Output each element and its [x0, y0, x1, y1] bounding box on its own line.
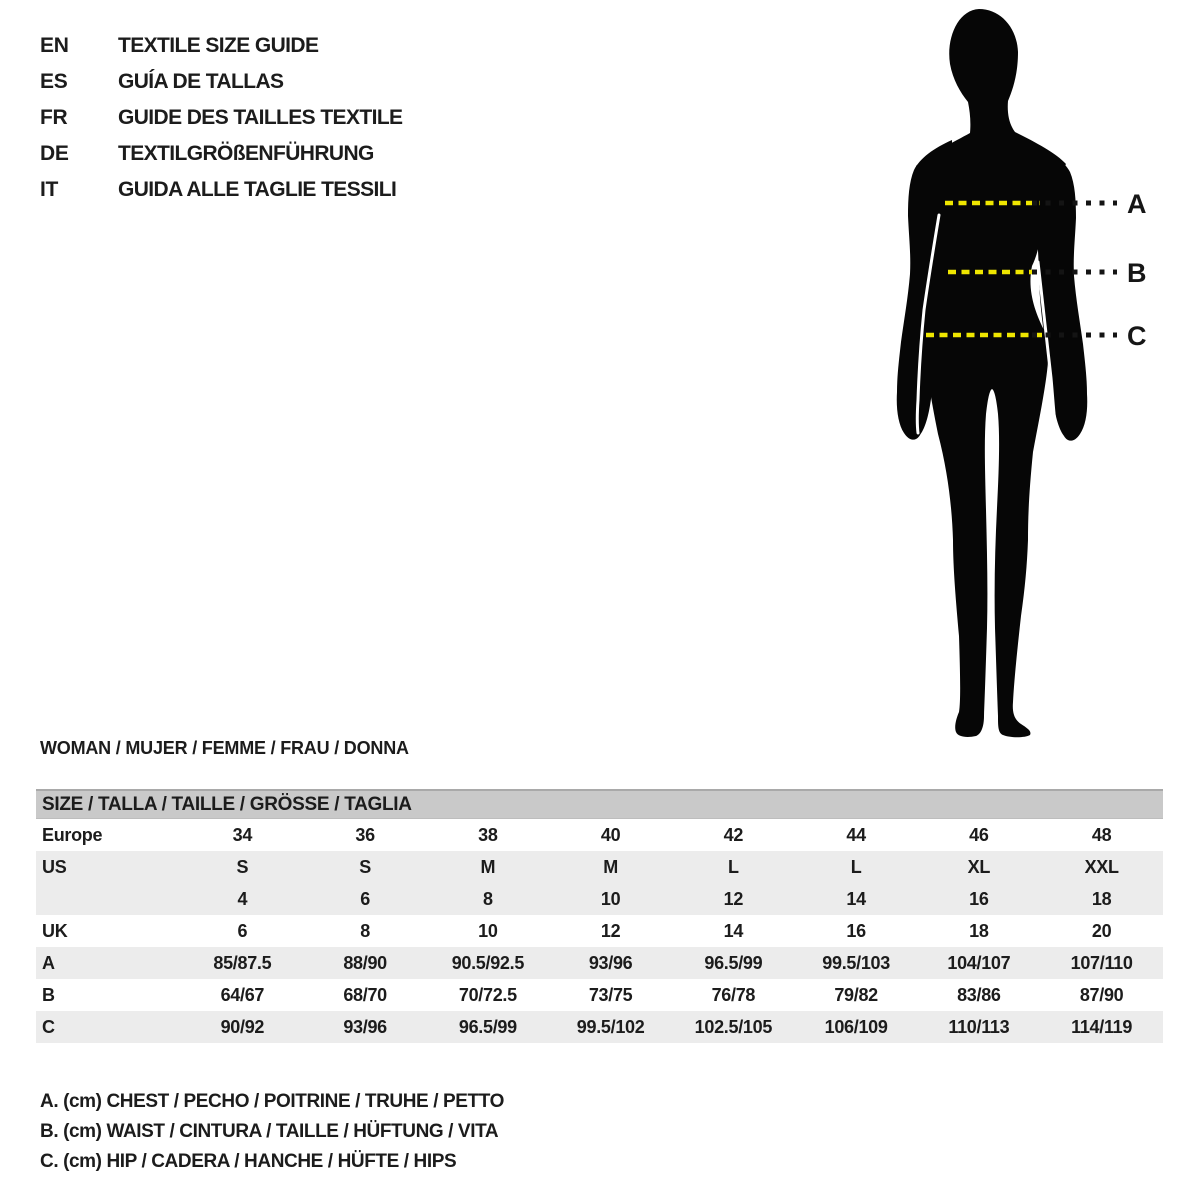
- size-cell: 64/67: [220, 984, 265, 1005]
- row-label: Europe: [42, 824, 103, 845]
- language-title: TEXTILE SIZE GUIDE: [118, 34, 319, 57]
- language-code: DE: [40, 142, 69, 165]
- table-row-us: [36, 851, 1163, 883]
- language-code: ES: [40, 70, 68, 93]
- size-cell: XXL: [1040, 851, 1163, 883]
- size-cell: 4: [181, 883, 304, 915]
- language-list: [40, 28, 402, 208]
- size-cell: 8: [427, 883, 550, 915]
- size-cell: 6: [304, 883, 427, 915]
- size-cell: 14: [795, 883, 918, 915]
- size-cell: 12: [672, 883, 795, 915]
- language-title: TEXTILGRÖßENFÜHRUNG: [118, 142, 374, 165]
- table-row-uk: [36, 915, 1163, 947]
- size-cell: 90/92: [181, 1011, 304, 1043]
- size-cell: 36: [355, 824, 375, 845]
- waist-marker-label: B: [1127, 258, 1147, 288]
- language-row-de: [40, 136, 402, 172]
- size-cell: 99.5/102: [549, 1011, 672, 1043]
- silhouette-body: [916, 9, 1066, 737]
- legend-waist: B. (cm) WAIST / CINTURA / TAILLE / HÜFTUNG / VITA: [40, 1121, 499, 1142]
- language-title: GUIDE DES TAILLES TEXTILE: [118, 106, 403, 129]
- size-cell: 42: [723, 824, 744, 845]
- size-cell: 34: [232, 824, 253, 845]
- size-cell: 18: [1040, 883, 1163, 915]
- woman-silhouette-figure: [880, 0, 1200, 740]
- size-cell: 93/96: [304, 1011, 427, 1043]
- size-cell: 90.5/92.5: [427, 947, 550, 979]
- language-code: FR: [40, 106, 68, 129]
- table-row-waist: [36, 979, 1163, 1011]
- row-label: C: [36, 1011, 181, 1043]
- hip-marker-label: C: [1127, 321, 1147, 351]
- table-row-us-numeric: [36, 883, 1163, 915]
- language-row-it: [40, 172, 402, 208]
- size-cell: 96.5/99: [672, 947, 795, 979]
- size-table: [36, 789, 1163, 1043]
- language-title: GUÍA DE TALLAS: [118, 70, 284, 93]
- table-row-europe: [36, 819, 1163, 852]
- section-heading-woman: WOMAN / MUJER / FEMME / FRAU / DONNA: [40, 738, 409, 758]
- size-cell: 102.5/105: [672, 1011, 795, 1043]
- size-cell: M: [427, 851, 550, 883]
- size-cell: 99.5/103: [795, 947, 918, 979]
- size-cell: 79/82: [834, 984, 878, 1005]
- language-code: IT: [40, 178, 59, 201]
- language-row-fr: [40, 100, 402, 136]
- size-cell: 114/119: [1040, 1011, 1163, 1043]
- size-cell: 18: [969, 920, 989, 941]
- size-cell: XL: [918, 851, 1041, 883]
- size-cell: 16: [846, 920, 866, 941]
- row-label: US: [36, 851, 181, 883]
- size-cell: 8: [360, 920, 370, 941]
- size-table-header-row: [36, 790, 1163, 819]
- size-cell: 44: [846, 824, 866, 845]
- size-table-header: SIZE / TALLA / TAILLE / GRÖSSE / TAGLIA: [36, 790, 1163, 819]
- size-cell: 10: [478, 920, 498, 941]
- size-cell: 76/78: [711, 984, 756, 1005]
- size-cell: 87/90: [1079, 984, 1124, 1005]
- size-cell: 96.5/99: [427, 1011, 550, 1043]
- size-cell: 14: [723, 920, 744, 941]
- row-label: B: [42, 984, 55, 1005]
- size-cell: 83/86: [957, 984, 1001, 1005]
- size-cell: 68/70: [343, 984, 387, 1005]
- row-label: [36, 883, 181, 915]
- size-cell: 16: [918, 883, 1041, 915]
- size-cell: 107/110: [1040, 947, 1163, 979]
- size-cell: 110/113: [918, 1011, 1041, 1043]
- size-cell: 20: [1091, 920, 1112, 941]
- language-title: GUIDA ALLE TAGLIE TESSILI: [118, 178, 397, 201]
- legend-chest: A. (cm) CHEST / PECHO / POITRINE / TRUHE / PETTO: [40, 1091, 504, 1112]
- size-cell: S: [304, 851, 427, 883]
- row-label: UK: [42, 920, 68, 941]
- chest-marker-label: A: [1127, 189, 1147, 219]
- size-cell: S: [181, 851, 304, 883]
- table-row-hip: [36, 1011, 1163, 1043]
- language-row-es: [40, 64, 402, 100]
- language-row-en: [40, 28, 402, 64]
- size-cell: 12: [600, 920, 621, 941]
- size-cell: L: [795, 851, 918, 883]
- measurement-figure: [880, 0, 1200, 740]
- size-cell: 85/87.5: [181, 947, 304, 979]
- size-cell: 88/90: [304, 947, 427, 979]
- size-cell: 10: [549, 883, 672, 915]
- legend-hip: C. (cm) HIP / CADERA / HANCHE / HÜFTE / HIPS: [40, 1151, 457, 1172]
- size-cell: 48: [1091, 824, 1112, 845]
- size-cell: M: [549, 851, 672, 883]
- language-code: EN: [40, 34, 69, 57]
- row-label: A: [36, 947, 181, 979]
- size-cell: 6: [237, 920, 248, 941]
- size-cell: 70/72.5: [458, 984, 517, 1005]
- size-cell: 104/107: [918, 947, 1041, 979]
- measurement-legend: [40, 1087, 504, 1177]
- size-cell: L: [672, 851, 795, 883]
- size-cell: 73/75: [588, 984, 633, 1005]
- size-cell: 40: [600, 824, 621, 845]
- size-cell: 93/96: [549, 947, 672, 979]
- size-cell: 38: [478, 824, 498, 845]
- table-row-chest: [36, 947, 1163, 979]
- size-cell: 46: [969, 824, 989, 845]
- size-cell: 106/109: [795, 1011, 918, 1043]
